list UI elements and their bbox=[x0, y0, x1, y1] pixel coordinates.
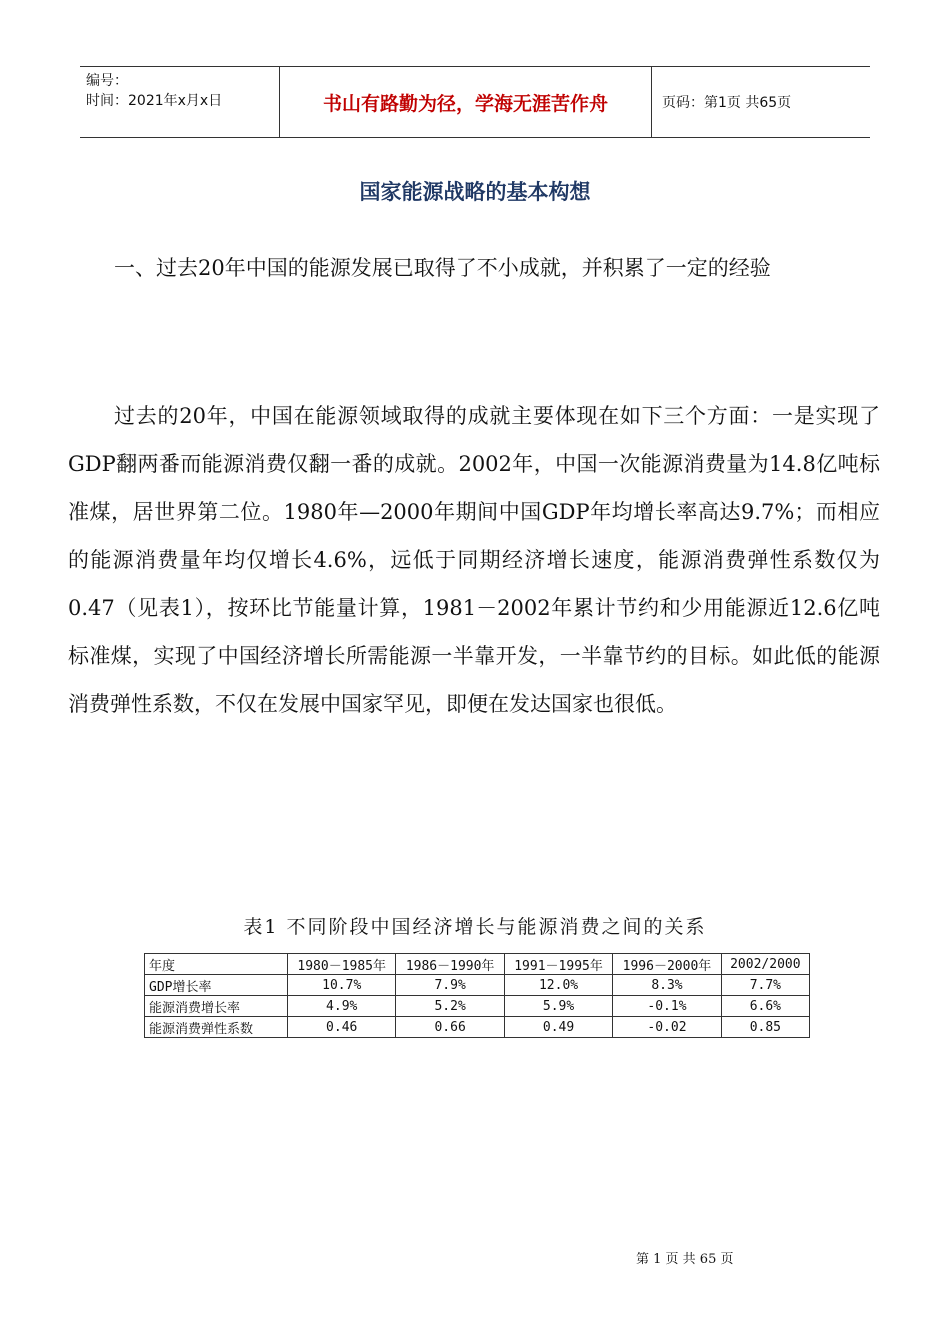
data-table-wrapper bbox=[144, 953, 810, 1038]
header-page-label: 页码：第1页 共65页 bbox=[662, 95, 792, 111]
table-header-row bbox=[145, 954, 810, 975]
table-cell: 年度 bbox=[145, 954, 288, 975]
table-cell: 0.85 bbox=[721, 1017, 809, 1038]
table-cell: 1991－1995年 bbox=[504, 954, 612, 975]
header-motto: 书山有路勤为径，学海无涯苦作舟 bbox=[280, 67, 652, 137]
page-header bbox=[80, 66, 870, 138]
table-cell: 能源消费弹性系数 bbox=[145, 1017, 288, 1038]
table-title: 表1 不同阶段中国经济增长与能源消费之间的关系 bbox=[243, 916, 707, 938]
table-cell: GDP增长率 bbox=[145, 975, 288, 996]
table-cell: 能源消费增长率 bbox=[145, 996, 288, 1017]
table-cell: 5.9% bbox=[504, 996, 612, 1017]
table-cell: 8.3% bbox=[613, 975, 721, 996]
table-cell: 2002/2000 bbox=[721, 954, 809, 975]
table-row bbox=[145, 975, 810, 996]
table-cell: 1996－2000年 bbox=[613, 954, 721, 975]
document-title: 国家能源战略的基本构想 bbox=[359, 180, 591, 204]
table-cell: 7.9% bbox=[396, 975, 504, 996]
data-table bbox=[144, 953, 810, 1038]
table-row bbox=[145, 996, 810, 1017]
number-label: 编号： bbox=[86, 73, 128, 89]
table-cell: -0.02 bbox=[613, 1017, 721, 1038]
table-cell: 0.49 bbox=[504, 1017, 612, 1038]
table-cell: 0.46 bbox=[288, 1017, 396, 1038]
table-cell: 0.66 bbox=[396, 1017, 504, 1038]
time-label: 时间：2021年x月x日 bbox=[86, 93, 223, 109]
table-cell: 1986－1990年 bbox=[396, 954, 504, 975]
table-cell: 4.9% bbox=[288, 996, 396, 1017]
body-paragraph: 过去的20年，中国在能源领域取得的成就主要体现在如下三个方面：一是实现了GDP翻两番而能源消费仅翻一番的成就。2002年，中国一次能源消费量为14.8亿吨标准煤，居世界第二位。1980年—2000年期间中国GDP年均增长率高达9.7%；而相应的能源消费量年均仅增长4.6%，远低于同期经济增长速度，能源消费弹性系数仅为0.47（见表1），按环比节能量计算，1981－2002年累计节约和少用能源近12.6亿吨标准煤，实现了中国经济增长所需能源一半靠开发，一半靠节约的目标。如此低的能源消费弹性系数，不仅在发展中国家罕见，即便在发达国家也很低。 bbox=[68, 404, 880, 716]
table-cell: 7.7% bbox=[721, 975, 809, 996]
table-cell: 5.2% bbox=[396, 996, 504, 1017]
table-row bbox=[145, 1017, 810, 1038]
table-cell: 6.6% bbox=[721, 996, 809, 1017]
page-footer: 第 1 页 共 65 页 bbox=[636, 1252, 734, 1267]
table-cell: -0.1% bbox=[613, 996, 721, 1017]
header-meta bbox=[80, 67, 280, 137]
table-cell: 1980－1985年 bbox=[288, 954, 396, 975]
table-cell: 12.0% bbox=[504, 975, 612, 996]
table-cell: 10.7% bbox=[288, 975, 396, 996]
section-heading: 一、过去20年中国的能源发展已取得了不小成就，并积累了一定的经验 bbox=[114, 256, 771, 280]
